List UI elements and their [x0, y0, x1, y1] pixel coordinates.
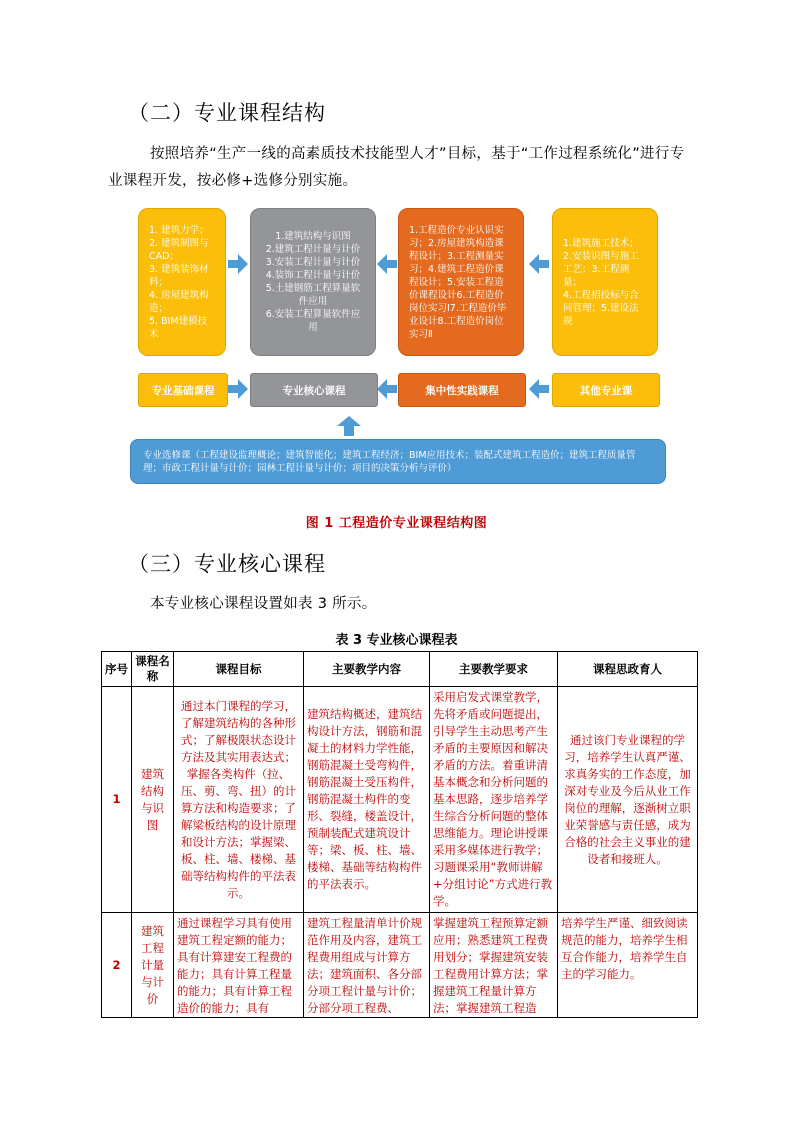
row-main-requirements-text: 掌握建筑工程预算定额应用；熟悉建筑工程费用划分；掌握建筑安装工程费用计算方法；掌握建筑工程量计算方法；掌握建筑工程造	[433, 916, 548, 1015]
other-courses-text: 1.建筑施工技术； 2.安装识图与施工工艺；3.工程测量； 4.工程招投标与合同管理；5.建设法规	[563, 237, 639, 327]
row-main-requirements	[430, 913, 558, 1018]
row-course-goal: 通过本门课程的学习，了解建筑结构的各种形式；了解极限状态设计方法及其实用表达式；掌握各类构件（拉、压、剪、弯、扭）的计算方法和构造要求；了解梁板结构的设计原理和设计方法；掌握梁、板、柱、墙、楼梯、基础等结构构件的平法表示。	[174, 687, 304, 913]
course-structure-paragraph: 按照培养“生产一线的高素质技术技能型人才”目标，基于“工作过程系统化”进行专业课程开发，按必修+选修分别实施。	[108, 146, 685, 189]
table-caption: 表 3 专业核心课程表	[335, 633, 458, 648]
elective-courses-text: 专业选修课（工程建设监理概论；建筑智能化；建筑工程经济；BIM应用技术；装配式建筑工程造价；建筑工程质量管理；市政工程计量与计价；园林工程计量与计价；项目的决策分析与评价）	[143, 449, 636, 474]
arrow-left-icon	[376, 378, 398, 400]
table-header-row	[102, 652, 698, 687]
practice-courses-box	[398, 208, 524, 356]
row-course-name: 建筑结构与识图	[132, 687, 174, 913]
section-heading-core-courses: （三）专业核心课程	[128, 552, 326, 576]
table-row	[102, 687, 698, 913]
arrow-right-icon	[227, 378, 249, 400]
header-main-requirements: 主要教学要求	[430, 652, 558, 687]
arrow-up-icon	[336, 415, 362, 437]
row-course-name: 建筑工程计量与计价	[132, 913, 174, 1018]
row-main-content: 建筑结构概述，建筑结构设计方法，钢筋和混凝土的材料力学性能，钢筋混凝土受弯构件，钢筋混凝土受压构件，钢筋混凝土构件的变形、裂缝，楼盖设计，预制装配式建筑设计等；梁、板、柱、墙、楼梯、基础等结构构件的平法表示。	[304, 687, 430, 913]
row-ideology: 通过该门专业课程的学习，培养学生认真严谨、求真务实的工作态度，加深对专业及今后从业工作岗位的理解，逐渐树立职业荣誉感与责任感，成为合格的社会主义事业的建设者和接班人。	[558, 687, 698, 913]
label-other-courses: 其他专业课	[552, 373, 660, 407]
core-courses-text: 1.建筑结构与识图 2.建筑工程计量与计价 3.安装工程计量与计价 4.装饰工程计量与计价 5.土建钢筋工程算量软件应用 6.安装工程算量软件应用	[265, 231, 361, 333]
arrow-left-icon	[528, 378, 550, 400]
core-courses-box	[250, 208, 376, 356]
arrow-left-icon	[376, 253, 398, 275]
basic-courses-box	[138, 208, 226, 356]
elective-courses-box	[130, 439, 666, 484]
header-no: 序号	[102, 652, 132, 687]
arrow-right-icon	[227, 253, 249, 275]
row-number: 1	[102, 687, 132, 913]
practice-courses-text: 1.工程造价专业认识实习；2.房屋建筑构造课程设计；3.工程测量实习；4.建筑工程造价课程设计；5.安装工程造价课程设计6.工程造价岗位实习Ⅰ7.工程造价毕业设计8.工程造价岗位实习Ⅱ	[409, 224, 507, 340]
header-course-name: 课程名称	[132, 652, 174, 687]
label-core-courses: 专业核心课程	[250, 373, 378, 407]
row-course-goal-text: 通过课程学习具有使用建筑工程定额的能力；具有计算建安工程费的能力；具有计算工程量的能力；具有计算工程造价的能力；具有	[177, 916, 292, 1015]
row-course-goal	[174, 913, 304, 1018]
header-course-goal: 课程目标	[174, 652, 304, 687]
label-practice-courses: 集中性实践课程	[398, 373, 526, 407]
arrow-left-icon	[528, 253, 550, 275]
core-courses-table	[101, 651, 698, 1018]
header-main-content: 主要教学内容	[304, 652, 430, 687]
row-main-content-text: 建筑工程量清单计价规范作用及内容，建筑工程费用组成与计算方法；建筑面积、各分部分项工程计量与计价；分部分项工程费、	[307, 916, 422, 1015]
row-main-content	[304, 913, 430, 1018]
figure-caption: 图 1 工程造价专业课程结构图	[305, 516, 488, 531]
label-basic-courses: 专业基础课程	[138, 373, 228, 407]
row-ideology-text: 培养学生严谨、细致阅读规范的能力，培养学生相互合作能力，培养学生自主的学习能力。	[561, 916, 688, 981]
other-courses-box	[552, 208, 658, 356]
row-number: 2	[102, 913, 132, 1018]
row-ideology	[558, 913, 698, 1018]
row-main-requirements: 采用启发式课堂教学，先将矛盾或问题提出，引导学生主动思考产生矛盾的主要原因和解决矛盾的方法。着重讲清基本概念和分析问题的基本思路，逐步培养学生综合分析问题的整体思维能力。理论讲授课采用多媒体进行教学；习题课采用“教师讲解+分组讨论”方式进行教学。	[430, 687, 558, 913]
basic-courses-text: 1. 建筑力学； 2. 建筑制图与CAD； 3. 建筑装饰材料； 4. 房屋建筑构造； 5. BIM建模技术	[149, 224, 209, 340]
course-structure-diagram	[128, 203, 668, 488]
header-ideology: 课程思政育人	[558, 652, 698, 687]
table-row	[102, 913, 698, 1018]
core-courses-paragraph: 本专业核心课程设置如表 3 所示。	[150, 596, 377, 612]
section-heading-course-structure: （二）专业课程结构	[128, 101, 326, 125]
